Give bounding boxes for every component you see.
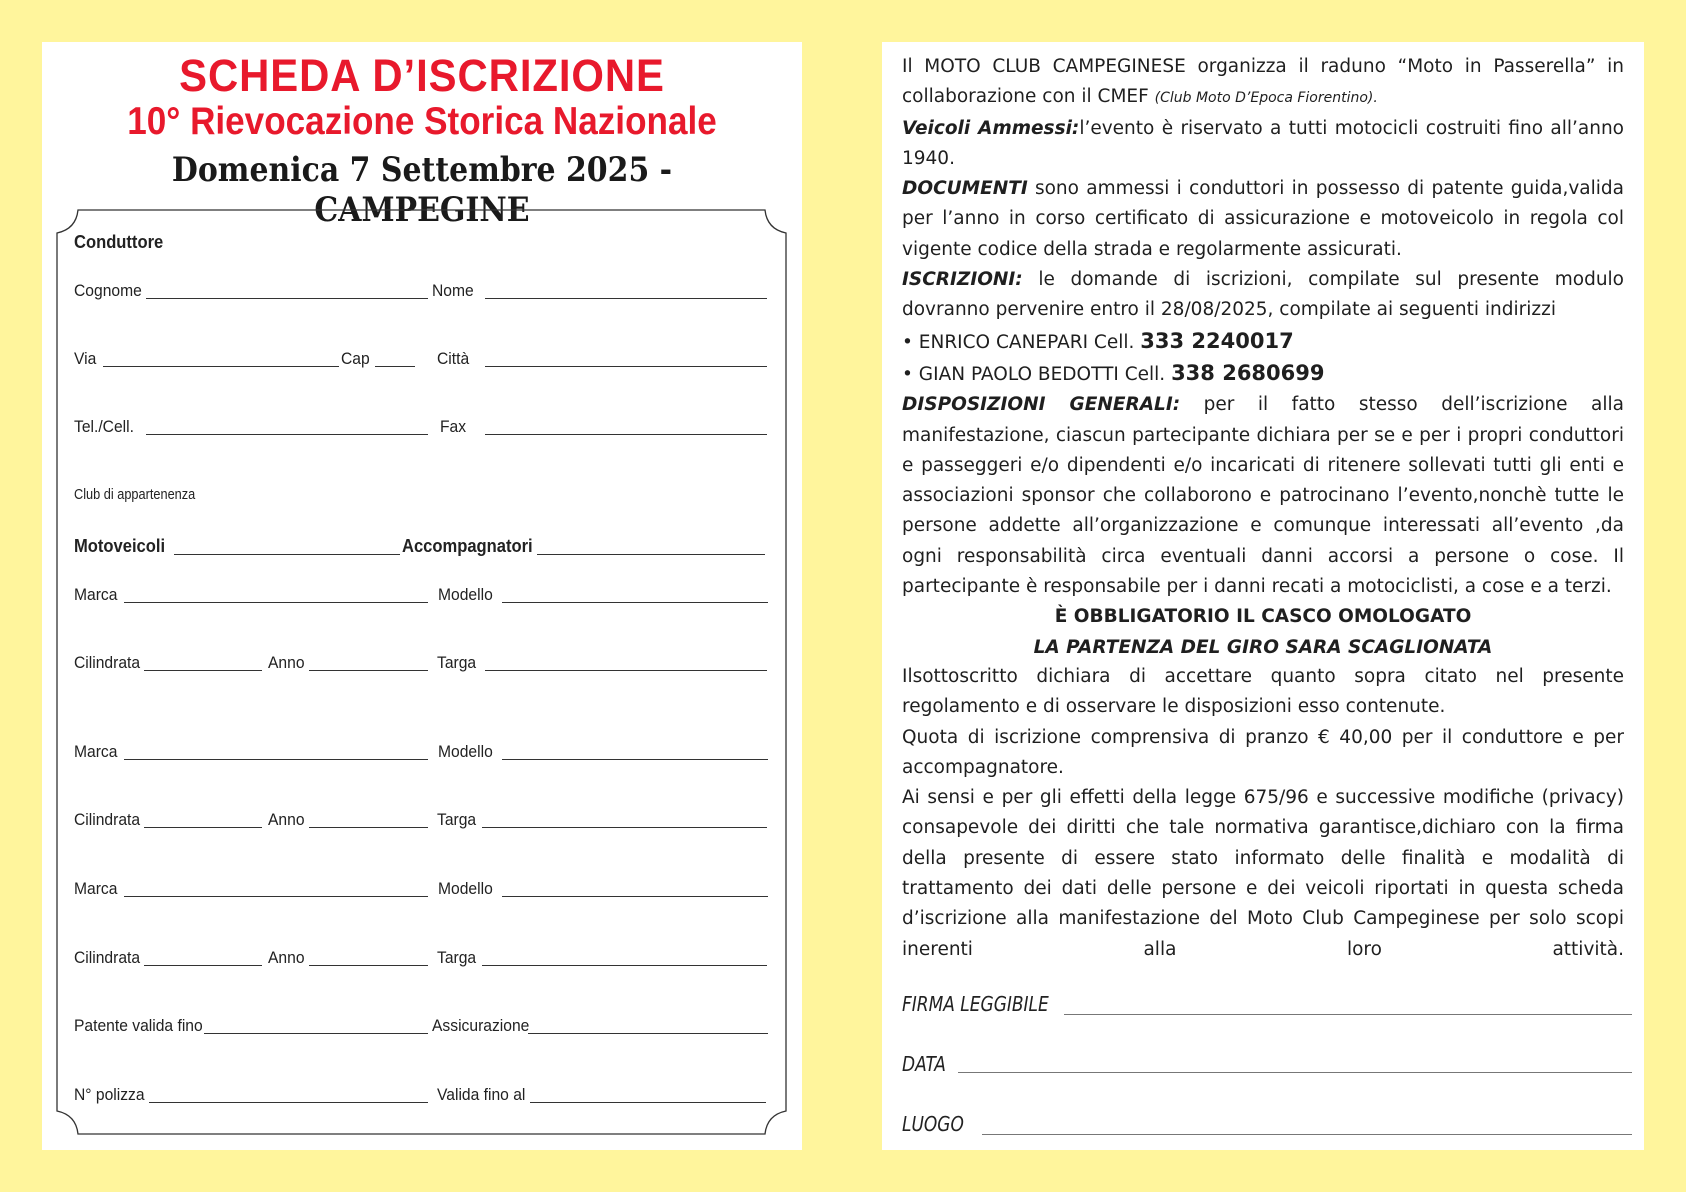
tel-field[interactable]	[146, 434, 428, 435]
nome-label: Nome	[432, 281, 474, 300]
patente-field[interactable]	[204, 1033, 428, 1034]
privacy-notice: Ai sensi e per gli effetti della legge 675/96 e successive modifiche (privacy) consapevole dei diritti che tale normativa garantisce,dichiaro con la firma della presente di essere stato informato delle finalità e modalità di trattamento dei dati delle persone e dei veicoli riportati in questa scheda d’iscrizione alla manifestazione del Moto Club Campeginese per solo scopi inerenti alla loro attività.	[902, 787, 1624, 960]
contact-2-phone: 338 2680699	[1171, 360, 1325, 385]
rules-panel	[882, 42, 1644, 1150]
event-subtitle: 10° Rievocazione Storica Nazionale	[127, 100, 717, 143]
vehicle-2-anno-label: Anno	[268, 810, 305, 829]
cognome-label: Cognome	[74, 281, 142, 300]
vehicle-1-modello-field[interactable]	[502, 602, 768, 603]
assicurazione-field[interactable]	[528, 1033, 768, 1034]
patente-label: Patente valida fino	[74, 1016, 203, 1035]
fax-label: Fax	[440, 417, 467, 436]
intro-text: Il MOTO CLUB CAMPEGINESE organizza il raduno “Moto in Passerella” in collaborazione con il CMEF	[902, 56, 1624, 108]
contact-1-phone: 333 2240017	[1140, 328, 1294, 353]
vehicle-3-marca-label: Marca	[74, 879, 118, 898]
luogo-label: LUOGO	[902, 1112, 964, 1136]
citta-label: Città	[437, 349, 470, 368]
declaration: Ilsottoscritto dichiara di accettare quanto sopra citato nel presente regolamento e di osservare le disposizioni esso contenute.	[902, 666, 1624, 718]
vehicle-1-cilindrata-field[interactable]	[144, 670, 262, 671]
vehicle-2-cilindrata-field[interactable]	[144, 827, 262, 828]
veicoli-text: l’evento è riservato a tutti motocicli costruiti fino all’anno 1940.	[902, 117, 1625, 169]
event-date: Domenica 7 Settembre 2025 - CAMPEGINE	[171, 150, 673, 230]
vehicle-3-anno-field[interactable]	[309, 965, 428, 966]
vehicle-1-marca-field[interactable]	[124, 602, 428, 603]
form-frame	[56, 209, 787, 1135]
polizza-field[interactable]	[149, 1102, 428, 1103]
vehicle-2-cilindrata-label: Cilindrata	[74, 810, 141, 829]
vehicle-3-targa-field[interactable]	[482, 965, 767, 966]
registration-form-panel	[42, 42, 802, 1150]
vehicle-3-modello-field[interactable]	[502, 896, 768, 897]
vehicle-3-anno-label: Anno	[268, 948, 305, 967]
assicurazione-label: Assicurazione	[432, 1016, 530, 1035]
vehicle-2-marca-label: Marca	[74, 742, 118, 761]
vehicle-1-modello-label: Modello	[438, 585, 493, 604]
vehicle-2-marca-field[interactable]	[124, 759, 428, 760]
firma-label: FIRMA LEGGIBILE	[902, 992, 1049, 1016]
polizza-label: N° polizza	[74, 1085, 145, 1104]
partenza-notice: LA PARTENZA DEL GIRO SARA SCAGLIONATA	[1033, 636, 1493, 658]
vehicle-3-cilindrata-label: Cilindrata	[74, 948, 141, 967]
motoveicoli-field[interactable]	[174, 554, 400, 555]
citta-field[interactable]	[485, 366, 767, 367]
vehicle-2-modello-field[interactable]	[502, 759, 768, 760]
luogo-field[interactable]	[982, 1134, 1632, 1135]
documenti-label: DOCUMENTI	[902, 178, 1028, 200]
cap-field[interactable]	[375, 366, 415, 367]
iscrizioni-text: le domande di iscrizioni, compilate sul presente modulo dovranno pervenire entro il 28/08/2025, compilate ai seguenti indirizzi	[902, 269, 1624, 321]
data-label: DATA	[902, 1052, 946, 1076]
via-field[interactable]	[103, 366, 339, 367]
vehicle-2-targa-label: Targa	[437, 810, 477, 829]
valida-fino-label: Valida fino al	[437, 1085, 526, 1104]
contact-2-name: • GIAN PAOLO BEDOTTI Cell.	[902, 363, 1172, 385]
disposizioni-text: per il fatto stesso dell’iscrizione alla manifestazione, ciascun partecipante dichiara per se e per i propri conduttori e passeggeri e/o dipendenti e/o incaricati di ritenere sollevati tutti gli enti e associazioni sponsor che collaborono e patrocinano l’evento,nonchè tutte le persone addette all’organizzazione e comunque interessati all’evento ,da ogni responsabilità circa eventuali danni accorsi a persone o cose. Il partecipante è responsabile per i danni recati a motociclisti, a cose e a terzi.	[902, 394, 1624, 598]
form-title: SCHEDA D’ISCRIZIONE	[179, 50, 665, 101]
vehicle-3-modello-label: Modello	[438, 879, 493, 898]
vehicle-1-targa-label: Targa	[437, 653, 477, 672]
section-driver-label: Conduttore	[74, 232, 164, 252]
contact-2	[902, 358, 1624, 390]
quota: Quota di iscrizione comprensiva di pranzo € 40,00 per il conduttore e per accompagnatore.	[902, 726, 1624, 778]
vehicle-1-marca-label: Marca	[74, 585, 118, 604]
vehicle-1-anno-field[interactable]	[309, 670, 428, 671]
vehicle-1-anno-label: Anno	[268, 653, 305, 672]
vehicle-2-modello-label: Modello	[438, 742, 493, 761]
fax-field[interactable]	[485, 434, 767, 435]
club-label: Club di appartenenza	[74, 486, 196, 503]
casco-notice: È OBBLIGATORIO IL CASCO OMOLOGATO	[1054, 606, 1472, 628]
accompagnatori-field[interactable]	[537, 554, 765, 555]
documenti-text: sono ammessi i conduttori in possesso di patente guida,valida per l’anno in corso certificato di assicurazione e motoveicolo in regola col vigente codice della strada e regolarmente assicurati.	[902, 178, 1624, 260]
vehicle-3-marca-field[interactable]	[124, 896, 428, 897]
valida-fino-field[interactable]	[530, 1102, 766, 1103]
firma-field[interactable]	[1064, 1014, 1632, 1015]
iscrizioni-label: ISCRIZIONI:	[902, 269, 1023, 291]
vehicle-3-cilindrata-field[interactable]	[144, 965, 262, 966]
disposizioni-label: DISPOSIZIONI GENERALI:	[902, 394, 1181, 416]
cap-label: Cap	[341, 349, 370, 368]
vehicle-2-anno-field[interactable]	[309, 827, 428, 828]
veicoli-label: Veicoli Ammessi:	[902, 117, 1080, 139]
via-label: Via	[74, 349, 97, 368]
contact-1-name: • ENRICO CANEPARI Cell.	[902, 331, 1141, 353]
vehicle-1-targa-field[interactable]	[485, 670, 767, 671]
tel-label: Tel./Cell.	[74, 417, 134, 436]
data-field[interactable]	[958, 1072, 1632, 1073]
cognome-field[interactable]	[146, 298, 428, 299]
motoveicoli-label: Motoveicoli	[74, 536, 166, 556]
vehicle-3-targa-label: Targa	[437, 948, 477, 967]
rules-text	[902, 52, 1624, 663]
declaration-text	[902, 662, 1624, 965]
vehicle-2-targa-field[interactable]	[482, 827, 767, 828]
contact-1	[902, 326, 1624, 358]
cmef-note: (Club Moto D’Epoca Fiorentino).	[1154, 90, 1378, 107]
vehicle-1-cilindrata-label: Cilindrata	[74, 653, 141, 672]
nome-field[interactable]	[485, 298, 767, 299]
accompagnatori-label: Accompagnatori	[402, 536, 533, 556]
